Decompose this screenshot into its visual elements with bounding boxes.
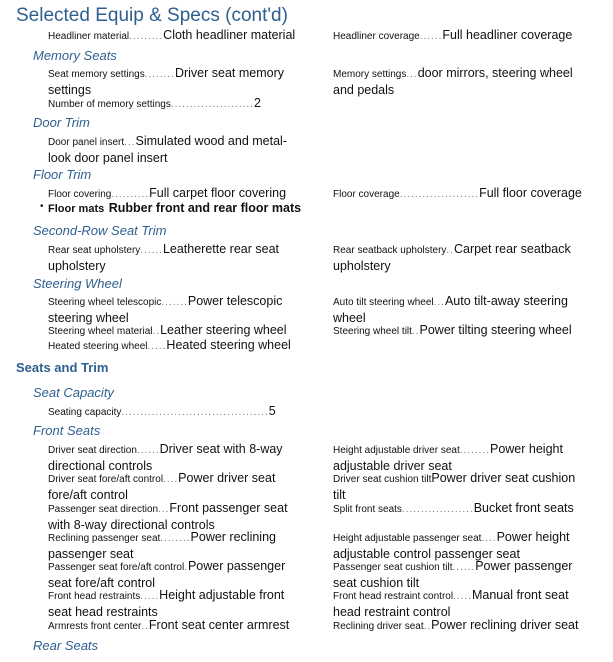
spec-label: Driver seat fore/aft control — [48, 474, 164, 485]
spec-value: 5 — [268, 404, 276, 418]
spec-label: Floor mats — [48, 203, 105, 215]
page-title: Selected Equip & Specs (cont'd) — [16, 5, 288, 26]
leader-dots: ... — [433, 297, 445, 308]
spec-value: Power passenger seat cushion tilt — [333, 559, 573, 590]
spec-value: Heated steering wheel — [166, 338, 291, 352]
spec-headliner-material — [48, 27, 300, 44]
spec-value: Bucket front seats — [473, 501, 574, 515]
spec-value: Power driver seat cushion tilt — [333, 471, 576, 502]
spec-armrests-front-center — [48, 617, 300, 634]
leader-dots: ..... — [453, 591, 472, 602]
spec-seat-memory-settings — [48, 65, 300, 98]
leader-dots: ..................... — [399, 189, 480, 200]
spec-value: Power tilting steering wheel — [419, 323, 572, 337]
leader-dots: ........ — [144, 69, 175, 80]
spec-reclining-driver — [333, 617, 585, 634]
spec-value: Full floor coverage — [479, 186, 582, 200]
subsection-floor-trim: Floor Trim — [33, 167, 92, 182]
leader-dots: .. — [411, 326, 420, 337]
spec-value: Height adjustable front seat head restraints — [48, 588, 285, 619]
spec-value: Power height adjustable driver seat — [333, 442, 563, 473]
spec-value: door mirrors, steering wheel and pedals — [333, 66, 573, 97]
spec-value: Full carpet floor covering — [149, 186, 287, 200]
leader-dots: ...................... — [170, 99, 254, 110]
spec-label: Armrests front center — [48, 621, 142, 632]
spec-value: Power height adjustable control passenger seat — [333, 530, 570, 561]
spec-label: Passenger seat fore/aft control — [48, 562, 185, 573]
spec-label: Front head restraints — [48, 591, 141, 602]
spec-label: Number of memory settings — [48, 99, 171, 110]
spec-value: Power telescopic steering wheel — [48, 294, 283, 325]
spec-label: Memory settings — [333, 69, 407, 80]
spec-label: Driver seat cushion tilt — [333, 474, 432, 485]
spec-value: Power reclining driver seat — [431, 618, 579, 632]
spec-label: Split front seats — [333, 504, 402, 515]
spec-label: Steering wheel telescopic — [48, 297, 162, 308]
spec-seating-capacity — [48, 403, 300, 420]
spec-label: Height adjustable driver seat — [333, 445, 460, 456]
spec-value: Driver seat with 8-way directional controls — [48, 442, 283, 473]
leader-dots: .. — [446, 245, 454, 256]
leader-dots: .... — [481, 533, 497, 544]
leader-dots: ................... — [401, 504, 474, 515]
spec-value: Power passenger seat fore/aft control — [48, 559, 286, 590]
leader-dots: ...... — [136, 445, 160, 456]
spec-value: Front seat center armrest — [148, 618, 290, 632]
spec-label: Rear seatback upholstery — [333, 245, 447, 256]
spec-label: Headliner material — [48, 31, 130, 42]
spec-label: Door panel insert — [48, 137, 125, 148]
spec-label: Heated steering wheel — [48, 341, 148, 352]
spec-label: Seat memory settings — [48, 69, 145, 80]
spec-value: Manual front seat head restraint control — [333, 588, 569, 619]
spec-front-head-restraints — [48, 587, 300, 620]
leader-dots: ..... — [140, 591, 160, 602]
spec-floor-mats — [48, 200, 300, 217]
subsection-door-trim: Door Trim — [33, 115, 90, 130]
subsection-steering-wheel: Steering Wheel — [33, 276, 122, 291]
spec-driver-cushion-tilt — [333, 470, 585, 503]
spec-value: Leatherette rear seat upholstery — [48, 242, 279, 273]
subsection-memory-seats: Memory Seats — [33, 48, 117, 63]
leader-dots: .... — [163, 474, 179, 485]
spec-value: Power reclining passenger seat — [48, 530, 276, 561]
spec-split-front-seats — [333, 500, 585, 517]
subsection-rear-seats: Rear Seats — [33, 638, 99, 653]
spec-value: Carpet rear seatback upholstery — [333, 242, 571, 273]
spec-front-head-restraint-control — [333, 587, 585, 620]
leader-dots: ... — [158, 504, 170, 515]
spec-label: Floor coverage — [333, 189, 400, 200]
leader-dots: ... — [124, 137, 136, 148]
spec-label: Reclining passenger seat — [48, 533, 161, 544]
leader-dots: ... — [406, 69, 418, 80]
leader-dots: ...... — [419, 31, 443, 42]
spec-label: Floor covering — [48, 189, 112, 200]
leader-dots: .. — [141, 621, 149, 632]
leader-dots: ....... — [161, 297, 188, 308]
spec-label: Passenger seat direction — [48, 504, 159, 515]
spec-number-memory-settings — [48, 95, 300, 112]
spec-label: Steering wheel material — [48, 326, 153, 337]
spec-label: Steering wheel tilt — [333, 326, 412, 337]
leader-dots: .......... — [111, 189, 150, 200]
spec-value: Power driver seat fore/aft control — [48, 471, 276, 502]
subsection-seat-capacity: Seat Capacity — [33, 385, 114, 400]
section-heading: Seats and Trim — [16, 360, 109, 375]
spec-label: Auto tilt steering wheel — [333, 297, 434, 308]
spec-door-panel-insert — [48, 133, 300, 166]
leader-dots: ........ — [459, 445, 490, 456]
leader-dots: ...... — [140, 245, 163, 256]
spec-label: Seating capacity — [48, 407, 122, 418]
spec-rear-seatback-upholstery — [333, 241, 585, 274]
spec-headliner-coverage — [333, 27, 585, 44]
spec-heated-steering — [48, 337, 300, 354]
leader-dots: .. — [423, 621, 432, 632]
spec-value: Simulated wood and metal-look door panel insert — [48, 134, 287, 165]
spec-label: Passenger seat cushion tilt — [333, 562, 453, 573]
spec-value: Cloth headliner material — [163, 28, 296, 42]
spec-value: Full headliner coverage — [442, 28, 573, 42]
leader-dots: ........ — [160, 533, 191, 544]
spec-label: Headliner coverage — [333, 31, 420, 42]
spec-driver-fore-aft — [48, 470, 300, 503]
spec-value: Auto tilt-away steering wheel — [333, 294, 568, 325]
spec-label: Front head restraint control — [333, 591, 454, 602]
spec-value: Leather steering wheel — [160, 323, 287, 337]
spec-label: Reclining driver seat — [333, 621, 424, 632]
spec-floor-coverage — [333, 185, 585, 202]
spec-label: Driver seat direction — [48, 445, 137, 456]
bullet-marker: • — [40, 201, 44, 212]
leader-dots: . — [184, 562, 188, 573]
spec-rear-seat-upholstery — [48, 241, 300, 274]
leader-dots: .. — [152, 326, 161, 337]
subsection-second-row-seat-trim: Second-Row Seat Trim — [33, 223, 167, 238]
subsection-front-seats: Front Seats — [33, 423, 101, 438]
spec-value: Front passenger seat with 8-way directional controls — [48, 501, 288, 532]
spec-value: 2 — [253, 96, 261, 110]
spec-steering-tilt — [333, 322, 585, 339]
leader-dots: ..... — [147, 341, 167, 352]
spec-value: Driver seat memory settings — [48, 66, 284, 97]
spec-label: Rear seat upholstery — [48, 245, 141, 256]
spec-value: Rubber front and rear floor mats — [108, 201, 302, 215]
spec-label: Height adjustable passenger seat — [333, 533, 482, 544]
leader-dots: ......... — [129, 31, 164, 42]
leader-dots: ...... — [452, 562, 476, 573]
spec-memory-settings — [333, 65, 585, 98]
leader-dots: ....................................... — [121, 407, 269, 418]
